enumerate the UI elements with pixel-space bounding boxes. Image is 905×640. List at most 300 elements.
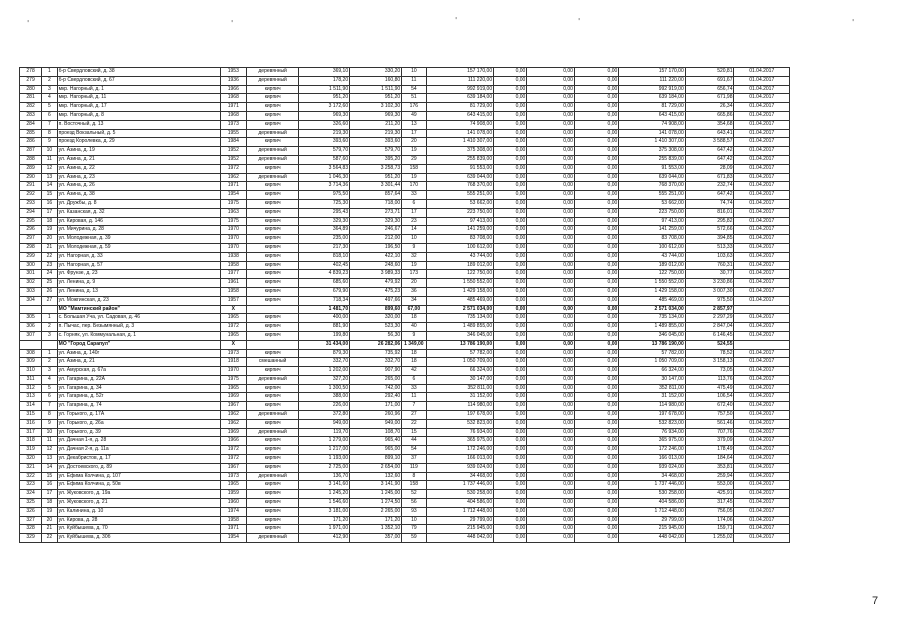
- address-cell: ул. Горького, д. 26а: [57, 419, 220, 428]
- scan-mark: ': [578, 17, 581, 26]
- living-area-cell: 735,92: [350, 349, 402, 358]
- build-year-cell: 1957: [220, 296, 247, 305]
- wall-material-cell: кирпич: [247, 111, 299, 120]
- cost-local-cell: 0,00: [574, 68, 618, 77]
- cost-local-cell: 0,00: [574, 182, 618, 191]
- wall-material-cell: деревянный: [247, 76, 299, 85]
- cost-regional-cell: 0,00: [527, 164, 575, 173]
- cost-federal-cell: 0,00: [494, 68, 527, 77]
- deadline-date-cell: 01.04.2017: [734, 147, 790, 156]
- address-cell: ул. Дачная 2-я, д. 11а: [57, 446, 220, 455]
- living-area-cell: 857,64: [350, 191, 402, 200]
- row-number-cell: 20: [42, 235, 58, 244]
- table-row: [20, 182, 790, 191]
- cost-federal-cell: 0,00: [494, 331, 527, 340]
- cost-owners-cell: 939 024,00: [619, 463, 685, 472]
- cost-total-cell: 76 934,00: [426, 428, 494, 437]
- cost-local-cell: 0,00: [574, 287, 618, 296]
- residents-cell: 40: [402, 323, 426, 332]
- cost-owners-cell: 530 258,00: [619, 490, 685, 499]
- row-index-cell: 326: [20, 507, 42, 516]
- cost-owners-cell: 189 012,00: [619, 261, 685, 270]
- build-year-cell: 1954: [220, 191, 247, 200]
- cost-regional-cell: 0,00: [527, 138, 575, 147]
- total-area-cell: 587,60: [299, 155, 350, 164]
- deadline-date-cell: 01.04.2017: [734, 235, 790, 244]
- cost-regional-cell: 0,00: [527, 331, 575, 340]
- living-area-cell: 171,20: [350, 516, 402, 525]
- deadline-date-cell: 01.04.2017: [734, 331, 790, 340]
- cost-regional-cell: 0,00: [527, 103, 575, 112]
- wall-material-cell: кирпич: [247, 446, 299, 455]
- living-area-cell: 965,00: [350, 446, 402, 455]
- cost-per-sqm-cell: 757,50: [685, 411, 734, 420]
- row-index-cell: 311: [20, 375, 42, 384]
- cost-per-sqm-cell: 756,05: [685, 507, 734, 516]
- residents-cell: 10: [402, 235, 426, 244]
- deadline-date-cell: 01.04.2017: [734, 182, 790, 191]
- total-area-cell: 1 971,00: [299, 525, 350, 534]
- cost-total-cell: 255 839,00: [426, 155, 494, 164]
- living-area-cell: 422,10: [350, 252, 402, 261]
- address-cell: ул. Ефима Колчина, д. 50в: [57, 481, 220, 490]
- residents-cell: 42: [402, 367, 426, 376]
- build-year-cell: 1971: [220, 525, 247, 534]
- wall-material-cell: смешанный: [247, 358, 299, 367]
- cost-local-cell: 0,00: [574, 208, 618, 217]
- cost-owners-cell: 643 415,00: [619, 111, 685, 120]
- wall-material-cell: кирпич: [247, 437, 299, 446]
- cost-owners-cell: 29 799,00: [619, 516, 685, 525]
- cost-local-cell: 0,00: [574, 384, 618, 393]
- build-year-cell: 1970: [220, 243, 247, 252]
- residents-cell: 13: [402, 120, 426, 129]
- cost-total-cell: 172 246,00: [426, 446, 494, 455]
- cost-regional-cell: 0,00: [527, 463, 575, 472]
- residents-cell: 23: [402, 217, 426, 226]
- total-area-cell: 412,90: [299, 534, 350, 543]
- cost-per-sqm-cell: 2 857,97: [685, 305, 734, 314]
- row-number-cell: 16: [42, 481, 58, 490]
- deadline-date-cell: 01.04.2017: [734, 455, 790, 464]
- residents-cell: 33: [402, 191, 426, 200]
- cost-federal-cell: 0,00: [494, 147, 527, 156]
- residents-cell: 18: [402, 314, 426, 323]
- cost-local-cell: 0,00: [574, 437, 618, 446]
- build-year-cell: 1967: [220, 463, 247, 472]
- row-index-cell: 309: [20, 358, 42, 367]
- deadline-date-cell: 01.04.2017: [734, 525, 790, 534]
- cost-federal-cell: 0,00: [494, 428, 527, 437]
- cost-federal-cell: 0,00: [494, 208, 527, 217]
- table-row: [20, 94, 790, 103]
- cost-federal-cell: 0,00: [494, 419, 527, 428]
- residents-cell: 14: [402, 226, 426, 235]
- total-area-cell: 725,30: [299, 199, 350, 208]
- row-index-cell: 291: [20, 182, 42, 191]
- row-index-cell: 281: [20, 94, 42, 103]
- deadline-date-cell: 01.04.2017: [734, 349, 790, 358]
- cost-federal-cell: 0,00: [494, 235, 527, 244]
- cost-owners-cell: 768 370,00: [619, 182, 685, 191]
- cost-per-sqm-cell: 2 297,29: [685, 314, 734, 323]
- address-cell: ул. Дружбы, д. 8: [57, 199, 220, 208]
- cost-total-cell: 639 044,00: [426, 173, 494, 182]
- residents-cell: 20: [402, 279, 426, 288]
- living-area-cell: 965,40: [350, 437, 402, 446]
- row-index-cell: 290: [20, 173, 42, 182]
- living-area-cell: 3 989,33: [350, 270, 402, 279]
- cost-owners-cell: 735 134,00: [619, 314, 685, 323]
- cost-per-sqm-cell: 379,09: [685, 437, 734, 446]
- address-cell: ул. Ефима Колчина, д. 107: [57, 472, 220, 481]
- cost-regional-cell: 0,00: [527, 129, 575, 138]
- row-number-cell: 3: [42, 85, 58, 94]
- cost-local-cell: 0,00: [574, 120, 618, 129]
- wall-material-cell: деревянный: [247, 428, 299, 437]
- cost-federal-cell: 0,00: [494, 129, 527, 138]
- living-area-cell: 2 265,00: [350, 507, 402, 516]
- residents-cell: 19: [402, 173, 426, 182]
- wall-material-cell: кирпич: [247, 349, 299, 358]
- cost-federal-cell: 0,00: [494, 367, 527, 376]
- cost-federal-cell: 0,00: [494, 463, 527, 472]
- deadline-date-cell: 01.04.2017: [734, 173, 790, 182]
- address-cell: б-р Свердловский, д. 38: [57, 68, 220, 77]
- table-row: [20, 463, 790, 472]
- deadline-date-cell: 01.04.2017: [734, 217, 790, 226]
- table-row: [20, 499, 790, 508]
- residents-cell: 17: [402, 208, 426, 217]
- cost-regional-cell: 0,00: [527, 428, 575, 437]
- cost-per-sqm-cell: 3 230,86: [685, 279, 734, 288]
- row-index-cell: 315: [20, 411, 42, 420]
- cost-per-sqm-cell: 78,52: [685, 349, 734, 358]
- table-row: [20, 419, 790, 428]
- cost-total-cell: 643 415,00: [426, 111, 494, 120]
- row-number-cell: 27: [42, 296, 58, 305]
- living-area-cell: 2 654,00: [350, 463, 402, 472]
- table-row: [20, 481, 790, 490]
- wall-material-cell: деревянный: [247, 534, 299, 543]
- build-year-cell: 1971: [220, 103, 247, 112]
- deadline-date-cell: 01.04.2017: [734, 428, 790, 437]
- table-row: [20, 384, 790, 393]
- cost-total-cell: 404 586,00: [426, 499, 494, 508]
- table-row: [20, 191, 790, 200]
- build-year-cell: 1965: [220, 481, 247, 490]
- wall-material-cell: кирпич: [247, 226, 299, 235]
- row-index-cell: 282: [20, 103, 42, 112]
- cost-federal-cell: 0,00: [494, 164, 527, 173]
- cost-owners-cell: 43 744,00: [619, 252, 685, 261]
- total-area-cell: 1 046,30: [299, 173, 350, 182]
- wall-material-cell: кирпич: [247, 164, 299, 173]
- build-year-cell: 1938: [220, 252, 247, 261]
- row-index-cell: 303: [20, 287, 42, 296]
- table-body: [20, 68, 790, 543]
- residents-cell: 32: [402, 252, 426, 261]
- row-index-cell: 308: [20, 349, 42, 358]
- cost-owners-cell: 97 413,00: [619, 217, 685, 226]
- cost-local-cell: 0,00: [574, 305, 618, 314]
- living-area-cell: 951,20: [350, 173, 402, 182]
- row-index-cell: 284: [20, 120, 42, 129]
- table-row: [20, 331, 790, 340]
- total-area-cell: 1 202,00: [299, 367, 350, 376]
- table-row: [20, 103, 790, 112]
- cost-local-cell: 0,00: [574, 402, 618, 411]
- cost-owners-cell: 375 308,00: [619, 147, 685, 156]
- living-area-cell: 3 301,44: [350, 182, 402, 191]
- row-number-cell: [42, 340, 58, 349]
- cost-local-cell: 0,00: [574, 428, 618, 437]
- wall-material-cell: кирпич: [247, 199, 299, 208]
- cost-federal-cell: 0,00: [494, 314, 527, 323]
- cost-regional-cell: 0,00: [527, 120, 575, 129]
- build-year-cell: 1975: [220, 375, 247, 384]
- row-index-cell: 305: [20, 314, 42, 323]
- cost-per-sqm-cell: 524,55: [685, 340, 734, 349]
- total-area-cell: 1 300,50: [299, 384, 350, 393]
- cost-per-sqm-cell: 647,42: [685, 191, 734, 200]
- deadline-date-cell: 01.04.2017: [734, 314, 790, 323]
- cost-regional-cell: 0,00: [527, 305, 575, 314]
- address-cell: ул. Азина, д. 38: [57, 191, 220, 200]
- row-index-cell: [20, 305, 42, 314]
- cost-total-cell: 939 024,00: [426, 463, 494, 472]
- cost-regional-cell: 0,00: [527, 199, 575, 208]
- cost-regional-cell: 0,00: [527, 375, 575, 384]
- wall-material-cell: кирпич: [247, 270, 299, 279]
- build-year-cell: 1965: [220, 331, 247, 340]
- cost-federal-cell: 0,00: [494, 217, 527, 226]
- total-area-cell: 217,30: [299, 243, 350, 252]
- row-index-cell: 313: [20, 393, 42, 402]
- address-cell: с. Большая Уча, ул. Садовая, д. 46: [57, 314, 220, 323]
- wall-material-cell: кирпич: [247, 296, 299, 305]
- address-cell: ул. Декабристов, д. 17: [57, 455, 220, 464]
- address-cell: ул. Азина, д. 26: [57, 182, 220, 191]
- address-cell: ул. Можгинская, д. 23: [57, 296, 220, 305]
- row-number-cell: 1: [42, 314, 58, 323]
- cost-total-cell: 189 012,00: [426, 261, 494, 270]
- deadline-date-cell: 01.04.2017: [734, 323, 790, 332]
- cost-federal-cell: 0,00: [494, 402, 527, 411]
- row-number-cell: 15: [42, 472, 58, 481]
- table-row: [20, 393, 790, 402]
- row-index-cell: 312: [20, 384, 42, 393]
- cost-federal-cell: 0,00: [494, 384, 527, 393]
- cost-local-cell: 0,00: [574, 85, 618, 94]
- address-cell: ул. Молодежная, д. 59: [57, 243, 220, 252]
- table-row: [20, 490, 790, 499]
- build-year-cell: 1977: [220, 270, 247, 279]
- wall-material-cell: деревянный: [247, 411, 299, 420]
- deadline-date-cell: 01.04.2017: [734, 296, 790, 305]
- row-number-cell: 9: [42, 138, 58, 147]
- table-row: [20, 173, 790, 182]
- row-index-cell: 296: [20, 226, 42, 235]
- cost-per-sqm-cell: 174,06: [685, 516, 734, 525]
- deadline-date-cell: 01.04.2017: [734, 76, 790, 85]
- build-year-cell: 1972: [220, 164, 247, 173]
- cost-total-cell: 83 708,00: [426, 235, 494, 244]
- row-index-cell: 323: [20, 481, 42, 490]
- cost-regional-cell: 0,00: [527, 296, 575, 305]
- total-area-cell: 2 725,00: [299, 463, 350, 472]
- wall-material-cell: кирпич: [247, 455, 299, 464]
- cost-per-sqm-cell: 975,50: [685, 296, 734, 305]
- cost-regional-cell: 0,00: [527, 279, 575, 288]
- address-cell: мкр. Нагорный, д. 8: [57, 111, 220, 120]
- residents-cell: 51: [402, 94, 426, 103]
- cost-local-cell: 0,00: [574, 340, 618, 349]
- deadline-date-cell: 01.04.2017: [734, 120, 790, 129]
- living-area-cell: 292,40: [350, 393, 402, 402]
- total-area-cell: 3 172,60: [299, 103, 350, 112]
- total-area-cell: 369,10: [299, 68, 350, 77]
- living-area-cell: 332,70: [350, 358, 402, 367]
- cost-regional-cell: 0,00: [527, 472, 575, 481]
- cost-regional-cell: 0,00: [527, 534, 575, 543]
- cost-total-cell: 1 410 307,00: [426, 138, 494, 147]
- build-year-cell: X: [220, 340, 247, 349]
- row-number-cell: 12: [42, 446, 58, 455]
- deadline-date-cell: 01.04.2017: [734, 384, 790, 393]
- cost-local-cell: 0,00: [574, 490, 618, 499]
- cost-per-sqm-cell: 656,74: [685, 85, 734, 94]
- address-cell: ул. Ленина, д. 9: [57, 279, 220, 288]
- address-cell: ул. Гагарина, д. 22А: [57, 375, 220, 384]
- address-cell: ул. Гагарина, д. 74: [57, 402, 220, 411]
- cost-per-sqm-cell: 184,64: [685, 455, 734, 464]
- cost-per-sqm-cell: 295,82: [685, 217, 734, 226]
- living-area-cell: 1 274,50: [350, 499, 402, 508]
- deadline-date-cell: 01.04.2017: [734, 155, 790, 164]
- living-area-cell: 3 102,30: [350, 103, 402, 112]
- residents-cell: 49: [402, 111, 426, 120]
- total-area-cell: 136,70: [299, 472, 350, 481]
- cost-regional-cell: 0,00: [527, 516, 575, 525]
- cost-per-sqm-cell: 671,83: [685, 173, 734, 182]
- cost-regional-cell: 0,00: [527, 402, 575, 411]
- wall-material-cell: кирпич: [247, 191, 299, 200]
- build-year-cell: 1952: [220, 147, 247, 156]
- cost-regional-cell: 0,00: [527, 243, 575, 252]
- living-area-cell: 108,70: [350, 428, 402, 437]
- cost-local-cell: 0,00: [574, 173, 618, 182]
- cost-regional-cell: 0,00: [527, 94, 575, 103]
- cost-owners-cell: 141 078,00: [619, 129, 685, 138]
- wall-material-cell: кирпич: [247, 279, 299, 288]
- row-number-cell: 8: [42, 411, 58, 420]
- total-area-cell: 879,30: [299, 349, 350, 358]
- wall-material-cell: кирпич: [247, 252, 299, 261]
- table-row: [20, 235, 790, 244]
- cost-total-cell: 375 308,00: [426, 147, 494, 156]
- residents-cell: 119: [402, 463, 426, 472]
- cost-owners-cell: 81 729,00: [619, 103, 685, 112]
- cost-total-cell: 992 919,00: [426, 85, 494, 94]
- cost-owners-cell: 1 429 158,00: [619, 287, 685, 296]
- build-year-cell: 1974: [220, 507, 247, 516]
- deadline-date-cell: 01.04.2017: [734, 472, 790, 481]
- cost-total-cell: 448 042,00: [426, 534, 494, 543]
- cost-local-cell: 0,00: [574, 217, 618, 226]
- cost-per-sqm-cell: 643,41: [685, 129, 734, 138]
- cost-total-cell: 352 811,00: [426, 384, 494, 393]
- total-area-cell: 4 839,23: [299, 270, 350, 279]
- cost-federal-cell: 0,00: [494, 411, 527, 420]
- row-index-cell: 310: [20, 367, 42, 376]
- cost-total-cell: 111 220,00: [426, 76, 494, 85]
- build-year-cell: 1968: [220, 111, 247, 120]
- cost-per-sqm-cell: 672,40: [685, 402, 734, 411]
- cost-regional-cell: 0,00: [527, 191, 575, 200]
- cost-federal-cell: 0,00: [494, 323, 527, 332]
- deadline-date-cell: 01.04.2017: [734, 261, 790, 270]
- deadline-date-cell: 01.04.2017: [734, 94, 790, 103]
- cost-federal-cell: 0,00: [494, 287, 527, 296]
- cost-local-cell: 0,00: [574, 516, 618, 525]
- build-year-cell: 1968: [220, 94, 247, 103]
- residents-cell: 54: [402, 85, 426, 94]
- address-cell: ул. Кировая, д. 146: [57, 217, 220, 226]
- row-index-cell: 298: [20, 243, 42, 252]
- cost-per-sqm-cell: 513,33: [685, 243, 734, 252]
- deadline-date-cell: 01.04.2017: [734, 411, 790, 420]
- cost-regional-cell: 0,00: [527, 85, 575, 94]
- residents-cell: 8: [402, 472, 426, 481]
- table-row: [20, 85, 790, 94]
- cost-regional-cell: 0,00: [527, 499, 575, 508]
- residents-cell: 1 349,00: [402, 340, 426, 349]
- wall-material-cell: деревянный: [247, 472, 299, 481]
- deadline-date-cell: 01.04.2017: [734, 419, 790, 428]
- cost-total-cell: 53 662,00: [426, 199, 494, 208]
- cost-federal-cell: 0,00: [494, 305, 527, 314]
- total-area-cell: 326,60: [299, 120, 350, 129]
- cost-owners-cell: 76 934,00: [619, 428, 685, 437]
- cost-local-cell: 0,00: [574, 331, 618, 340]
- address-cell: с. Горняк, ул. Коммунальная, д. 1: [57, 331, 220, 340]
- residents-cell: 52: [402, 490, 426, 499]
- cost-total-cell: 81 729,00: [426, 103, 494, 112]
- living-area-cell: 329,30: [350, 217, 402, 226]
- total-area-cell: 327,20: [299, 375, 350, 384]
- living-area-cell: 395,20: [350, 155, 402, 164]
- cost-regional-cell: 0,00: [527, 419, 575, 428]
- residents-cell: 56: [402, 499, 426, 508]
- cost-owners-cell: 122 750,00: [619, 270, 685, 279]
- address-cell: ул. Жуковского, д. 19а: [57, 490, 220, 499]
- wall-material-cell: кирпич: [247, 243, 299, 252]
- cost-regional-cell: 0,00: [527, 525, 575, 534]
- cost-owners-cell: 83 708,00: [619, 235, 685, 244]
- table-row: [20, 120, 790, 129]
- cost-local-cell: 0,00: [574, 243, 618, 252]
- cost-owners-cell: 485 469,00: [619, 296, 685, 305]
- wall-material-cell: кирпич: [247, 138, 299, 147]
- deadline-date-cell: 01.04.2017: [734, 507, 790, 516]
- build-year-cell: 1962: [220, 411, 247, 420]
- living-area-cell: 949,00: [350, 419, 402, 428]
- cost-per-sqm-cell: 665,86: [685, 111, 734, 120]
- row-index-cell: 292: [20, 191, 42, 200]
- total-area-cell: 1 511,90: [299, 85, 350, 94]
- total-area-cell: 3 141,60: [299, 481, 350, 490]
